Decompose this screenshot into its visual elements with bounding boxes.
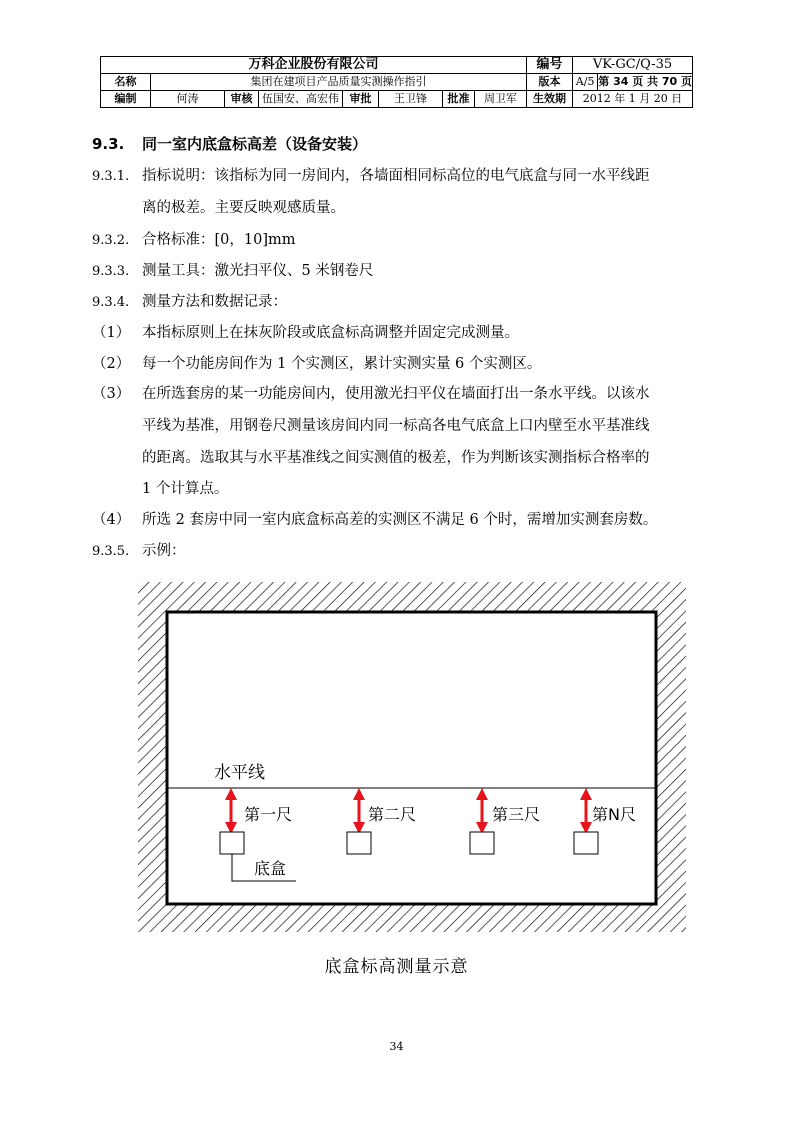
paragraph-text: 在所选套房的某一功能房间内，使用激光扫平仪在墙面打出一条水平线。以该水 — [142, 386, 650, 402]
room-outline — [167, 612, 656, 904]
junction-box-1 — [220, 832, 244, 854]
item-text: 示例： — [142, 543, 186, 559]
section-heading — [92, 134, 367, 154]
paragraph-number: （4） — [92, 512, 131, 528]
item-9-3-4 — [92, 292, 287, 313]
paragraph-3-line-4: 1 个计算点。 — [142, 481, 229, 497]
document-code: VK-GC/Q-35 — [573, 57, 693, 74]
effective-label: 生效期 — [527, 91, 573, 108]
measure-label-4: 第N尺 — [592, 805, 636, 824]
box-label: 底盒 — [254, 859, 287, 878]
item-text: 合格标准：[0，10]mm — [142, 232, 296, 248]
item-text: 指标说明：该指标为同一房间内，各墙面相同标高位的电气底盒与同一水平线距 — [142, 168, 650, 184]
editor-label: 编制 — [101, 91, 151, 108]
document-header-table — [100, 56, 693, 108]
diagram-caption: 底盒标高测量示意 — [324, 957, 469, 977]
item-number: 9.3.2. — [92, 233, 130, 248]
item-9-3-5 — [92, 541, 186, 562]
item-number: 9.3.1. — [92, 169, 130, 184]
item-text: 测量方法和数据记录： — [142, 294, 287, 310]
page-number: 34 — [389, 1040, 404, 1053]
paragraph-text: 所选 2 套房中同一室内底盒标高差的实测区不满足 6 个时，需增加实测套房数。 — [142, 512, 658, 528]
junction-box-4 — [574, 832, 598, 854]
paragraph-3-line-3: 的距离。选取其与水平基准线之间实测值的极差，作为判断该实测指标合格率的 — [142, 450, 650, 466]
editor-name: 何涛 — [151, 91, 225, 108]
reviewer-label: 审核 — [225, 91, 259, 108]
paragraph-number: （2） — [92, 356, 131, 372]
ratifier-name: 周卫军 — [475, 91, 527, 108]
item-9-3-1 — [92, 166, 650, 187]
code-label: 编号 — [527, 57, 573, 74]
effective-date: 2012 年 1 月 20 日 — [573, 91, 693, 108]
measure-label-3: 第三尺 — [492, 805, 541, 824]
ratifier-label: 批准 — [443, 91, 475, 108]
document-name: 集团在建项目产品质量实测操作指引 — [151, 74, 527, 91]
junction-box-measurement-diagram — [130, 578, 690, 938]
approver-name: 王卫锋 — [379, 91, 443, 108]
paragraph-4 — [92, 510, 657, 530]
junction-box-3 — [470, 832, 494, 854]
company-name: 万科企业股份有限公司 — [101, 57, 527, 74]
measure-label-2: 第二尺 — [368, 805, 417, 824]
item-number: 9.3.5. — [92, 544, 130, 559]
paragraph-number: （3） — [92, 386, 131, 402]
item-text: 测量工具：激光扫平仪、5 米钢卷尺 — [142, 263, 374, 279]
item-9-3-1-continued: 离的极差。主要反映观感质量。 — [142, 200, 345, 216]
section-number: 9.3. — [92, 135, 125, 153]
page-info: 第 34 页 共 70 页 — [598, 75, 693, 88]
item-number: 9.3.4. — [92, 295, 130, 310]
name-label: 名称 — [101, 74, 151, 91]
paragraph-number: （1） — [92, 325, 131, 341]
junction-box-2 — [347, 832, 371, 854]
paragraph-text: 本指标原则上在抹灰阶段或底盒标高调整并固定完成测量。 — [142, 325, 519, 341]
section-title: 同一室内底盒标高差（设备安装） — [142, 135, 368, 153]
level-line-label: 水平线 — [214, 763, 265, 783]
approver-label: 审批 — [343, 91, 379, 108]
paragraph-3 — [92, 384, 650, 404]
paragraph-3-line-2: 平线为基准，用钢卷尺测量该房间内同一标高各电气底盒上口内壁至水平基准线 — [142, 418, 650, 434]
paragraph-2 — [92, 354, 541, 374]
item-9-3-3 — [92, 261, 373, 282]
version-value: A/5 — [573, 74, 598, 90]
reviewer-name: 伍国安、高宏伟 — [259, 91, 343, 108]
measure-label-1: 第一尺 — [244, 805, 293, 824]
item-number: 9.3.3. — [92, 264, 130, 279]
paragraph-1 — [92, 323, 519, 343]
item-9-3-2 — [92, 230, 296, 251]
version-label: 版本 — [527, 74, 573, 91]
paragraph-text: 每一个功能房间作为 1 个实测区，累计实测实量 6 个实测区。 — [142, 356, 542, 372]
